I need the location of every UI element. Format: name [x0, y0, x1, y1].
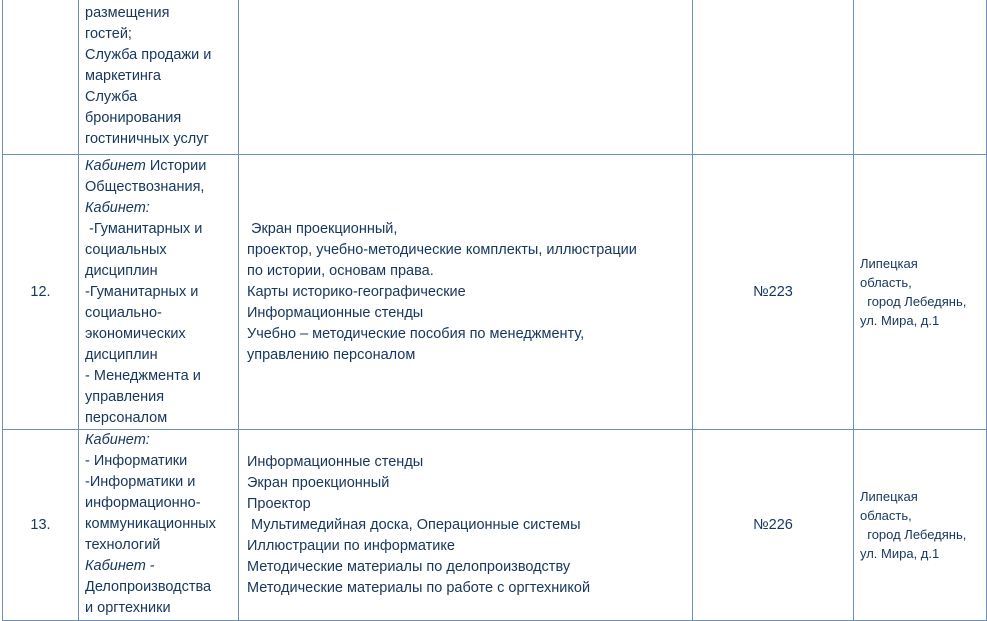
room-name-line: Служба — [85, 89, 138, 105]
room-name-line: размещения — [85, 5, 170, 21]
equipment-line: Проектор — [247, 495, 311, 512]
room-name-line: маркетинга — [85, 68, 161, 84]
equipment-line: Мультимедийная доска, Операционные системы — [247, 516, 581, 533]
equipment-line: Информационные стенды — [247, 304, 424, 321]
address-line: ул. Мира, д.1 — [860, 546, 940, 561]
room-name-line: -Информатики и — [85, 474, 196, 490]
address-cell — [854, 0, 987, 155]
equipment-line: проектор, учебно-методические комплекты, иллюстрации — [247, 241, 637, 258]
equipment-cell — [239, 430, 693, 621]
equipment-line: Карты историко-географические — [247, 283, 466, 300]
equipment-cell — [239, 155, 693, 430]
table-row — [3, 0, 987, 155]
address-line: Липецкая — [860, 256, 918, 271]
room-name-line: дисциплин — [85, 263, 158, 279]
room-name-line: социально- — [85, 305, 162, 321]
room-name-line: -Гуманитарных и — [85, 221, 203, 237]
row-number-cell — [3, 155, 79, 430]
row-number: 13. — [30, 516, 51, 533]
table-row — [3, 155, 987, 430]
room-number: №226 — [753, 516, 793, 533]
address-line: Липецкая — [860, 489, 918, 504]
room-name-line: социальных — [85, 242, 167, 258]
equipment-line: Экран проекционный — [247, 474, 390, 491]
room-name-line: экономических — [85, 326, 186, 342]
address-line: ул. Мира, д.1 — [860, 313, 940, 328]
equipment-line: управлению персоналом — [247, 346, 416, 363]
equipment-line: Экран проекционный, — [247, 220, 398, 237]
room-name-cell — [79, 155, 239, 430]
room-name-line: Служба продажи и — [85, 47, 212, 63]
room-name-line: Кабинет - — [85, 558, 155, 574]
address-line: область, — [860, 275, 912, 290]
room-name-line: технологий — [85, 537, 161, 553]
table-row — [3, 430, 987, 621]
row-number-cell — [3, 430, 79, 621]
equipment-line: Методические материалы по делопроизводству — [247, 558, 571, 575]
room-name-line: Обществознания, — [85, 179, 205, 195]
room-name-line: персоналом — [85, 410, 168, 426]
room-name-line: - Менеджмента и — [85, 368, 201, 384]
room-name-line: - Информатики — [85, 453, 188, 469]
equipment-line: по истории, основам права. — [247, 262, 434, 279]
address-cell — [854, 155, 987, 430]
equipment-cell — [239, 0, 693, 155]
equipment-table — [2, 0, 987, 621]
row-number-cell — [3, 0, 79, 155]
equipment-line: Методические материалы по работе с оргтехникой — [247, 579, 591, 596]
room-name-line: и оргтехники — [85, 600, 171, 616]
room-name-line: бронирования — [85, 110, 182, 126]
room-name-line: гостей; — [85, 26, 132, 42]
equipment-line: Иллюстрации по информатике — [247, 537, 455, 554]
room-name-line: Кабинет Истории — [85, 158, 207, 174]
room-name-cell — [79, 430, 239, 621]
room-name-line: информационно- — [85, 495, 201, 511]
address-line: город Лебедянь, — [860, 294, 967, 309]
room-name-line: Кабинет: — [85, 200, 150, 216]
equipment-line: Учебно – методические пособия по менеджменту, — [247, 325, 585, 342]
equipment-line: Информационные стенды — [247, 453, 424, 470]
room-name-line: Делопроизводства — [85, 579, 212, 595]
room-number-cell — [693, 430, 854, 621]
room-number: №223 — [753, 283, 793, 300]
room-name-line: Кабинет: — [85, 432, 150, 448]
address-line: область, — [860, 508, 912, 523]
room-name-line: управления — [85, 389, 165, 405]
room-number-cell — [693, 0, 854, 155]
row-number: 12. — [30, 283, 51, 300]
address-cell — [854, 430, 987, 621]
room-name-line: дисциплин — [85, 347, 158, 363]
room-name-line: -Гуманитарных и — [85, 284, 199, 300]
room-number-cell — [693, 155, 854, 430]
room-name-cell — [79, 0, 239, 155]
address-line: город Лебедянь, — [860, 527, 967, 542]
room-name-line: гостиничных услуг — [85, 131, 209, 147]
room-name-line: коммуникационных — [85, 516, 216, 532]
